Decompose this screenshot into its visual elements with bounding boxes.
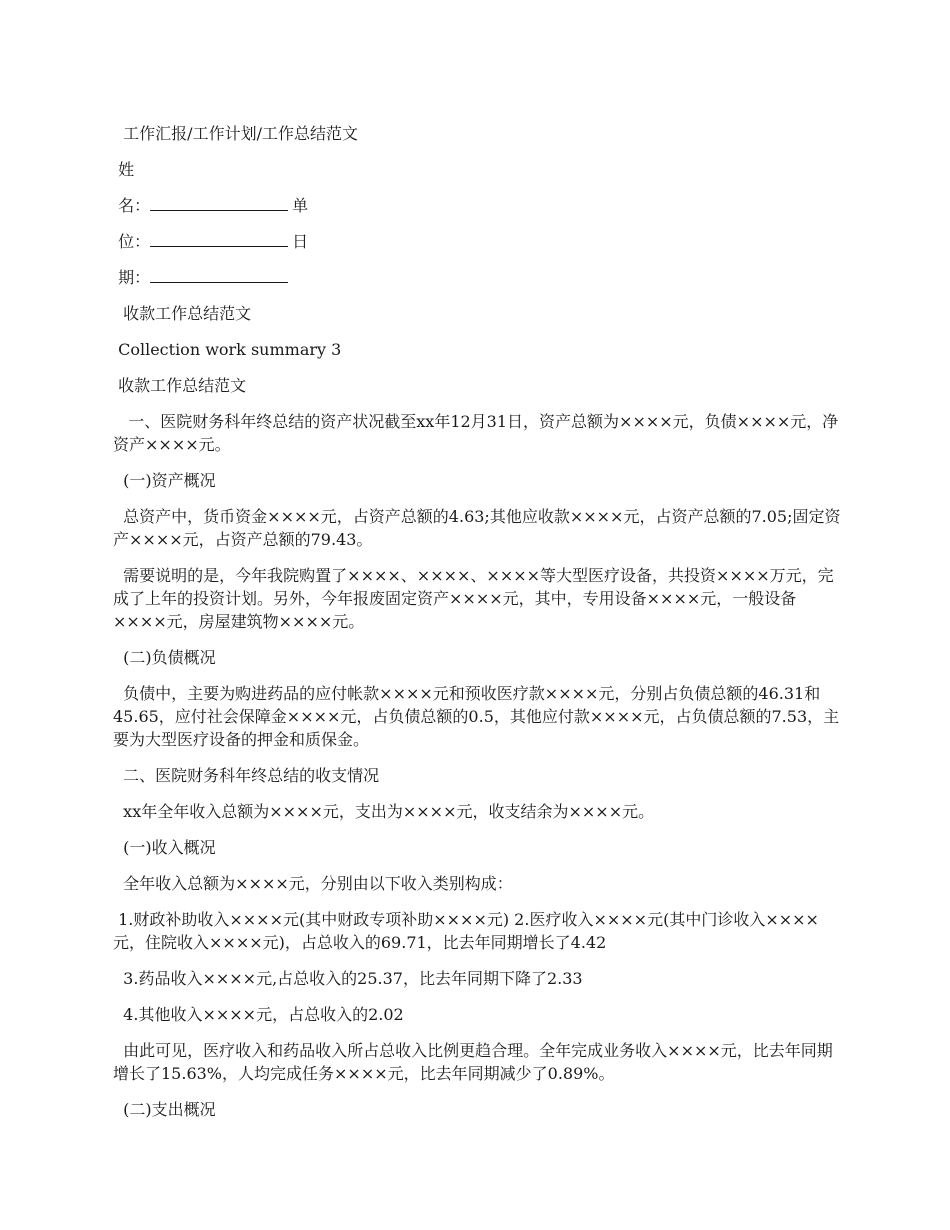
form-date-label-start: 日	[292, 232, 309, 251]
form-date-blank	[150, 267, 288, 283]
form-unit-row	[113, 230, 843, 253]
form-name-row	[113, 194, 843, 217]
doc-title-en: Collection work summary 3	[113, 340, 342, 359]
doc-subtitle: 收款工作总结范文	[113, 376, 247, 395]
document-page	[113, 122, 843, 1134]
form-unit-blank	[150, 231, 288, 247]
paragraph: 需要说明的是，今年我院购置了××××、××××、××××等大型医疗设备，共投资××××万元，完成了上年的投资计划。另外，今年报废固定资产××××元，其中，专用设备××××元，一般设备××××元，房屋建筑物××××元。	[113, 566, 834, 631]
paragraph: 1.财政补助收入××××元(其中财政专项补助××××元) 2.医疗收入××××元(其中门诊收入××××元，住院收入××××元)，占总收入的69.71，比去年同期增长了4.42	[113, 910, 819, 952]
paragraph: 负债中，主要为购进药品的应付帐款××××元和预收医疗款××××元，分别占负债总额的46.31和45.65，应付社会保障金××××元，占负债总额的0.5，其他应付款××××元，占负债总额的7.53，主要为大型医疗设备的押金和质保金。	[113, 684, 840, 749]
form-name-field-label: 名：	[113, 196, 151, 215]
paragraph: 全年收入总额为××××元，分别由以下收入类别构成：	[113, 874, 513, 893]
paragraph: 一、医院财务科年终总结的资产状况截至xx年12月31日，资产总额为××××元，负债××××元，净资产××××元。	[113, 412, 839, 454]
form-date-field-label: 期：	[113, 268, 151, 287]
paragraph: 由此可见，医疗收入和药品收入所占总收入比例更趋合理。全年完成业务收入××××元，比去年同期增长了15.63%，人均完成任务××××元，比去年同期减少了0.89%。	[113, 1041, 833, 1083]
paragraph: 3.药品收入××××元,占总收入的25.37，比去年同期下降了2.33	[113, 969, 583, 988]
paragraph: 4.其他收入××××元，占总收入的2.02	[113, 1005, 404, 1024]
form-name-blank	[150, 195, 288, 211]
paragraph: 总资产中，货币资金××××元，占资产总额的4.63;其他应收款××××元，占资产总额的7.05;固定资产××××元，占资产总额的79.43。	[113, 507, 841, 549]
form-name-label: 姓	[113, 160, 135, 179]
section-heading: 二、医院财务科年终总结的收支情况	[113, 766, 380, 785]
form-unit-field-label: 位：	[113, 232, 151, 251]
header-title: 工作汇报/工作计划/工作总结范文	[113, 124, 358, 143]
paragraph: xx年全年收入总额为××××元，支出为××××元，收支结余为××××元。	[113, 802, 655, 821]
section-heading: (二)负债概况	[113, 648, 216, 667]
section-heading: (一)收入概况	[113, 838, 216, 857]
form-date-row	[113, 266, 843, 289]
doc-title-cn: 收款工作总结范文	[113, 304, 252, 323]
section-heading: (二)支出概况	[113, 1100, 216, 1119]
section-heading: (一)资产概况	[113, 471, 216, 490]
form-unit-label-start: 单	[292, 196, 309, 215]
